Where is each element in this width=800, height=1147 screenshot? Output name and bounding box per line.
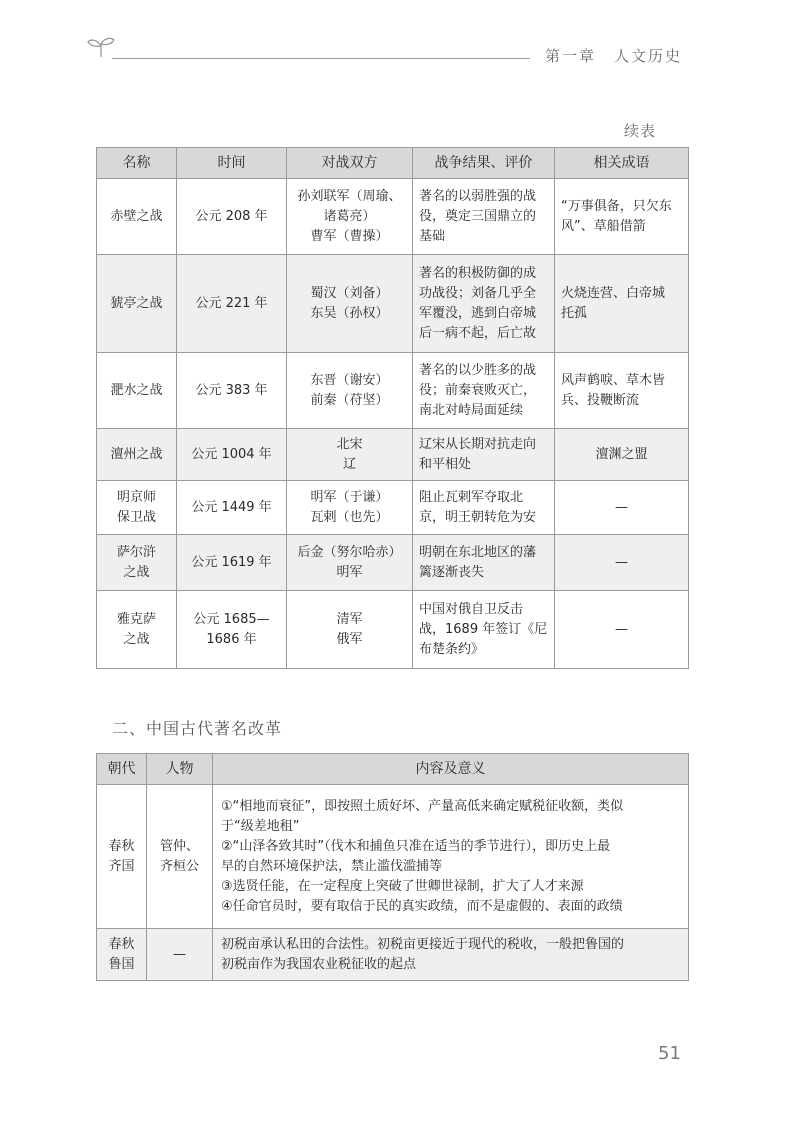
battle-sides-cell bbox=[287, 255, 413, 353]
battles-col-header: 相关成语 bbox=[555, 148, 689, 179]
cell-text-line: 雅克萨 bbox=[116, 611, 156, 627]
cell-text-line: 猇亭之战 bbox=[110, 295, 163, 311]
battle-idiom-cell bbox=[555, 481, 689, 535]
battle-name-cell bbox=[97, 429, 177, 481]
cell-text-line: 阻止瓦剌军夺取北 bbox=[419, 489, 524, 505]
cell-text-line: 蜀汉（刘备） bbox=[310, 285, 389, 301]
cell-text-line: 曹军（曹操） bbox=[310, 228, 389, 244]
cell-text-line: 火烧连营、白帝城 bbox=[561, 285, 666, 301]
battle-time-cell bbox=[177, 591, 287, 669]
battle-name-cell bbox=[97, 255, 177, 353]
battle-idiom-cell bbox=[555, 255, 689, 353]
cell-text-line: 公元 1619 年 bbox=[191, 554, 272, 570]
reforms-col-header: 内容及意义 bbox=[213, 754, 689, 785]
cell-text-line: 公元 208 年 bbox=[195, 208, 268, 224]
cell-text-line: 基础 bbox=[419, 228, 446, 244]
battles-table bbox=[96, 147, 689, 669]
battle-sides-cell bbox=[287, 591, 413, 669]
cell-text-line: 早的自然环境保护法，禁止滥伐滥捕等 bbox=[221, 858, 443, 874]
cell-text-line: 澶渊之盟 bbox=[595, 446, 648, 462]
table-row bbox=[97, 179, 689, 255]
cell-text-line: 功战役；刘备几乎全 bbox=[419, 285, 537, 301]
cell-text-line: 著名的积极防御的成 bbox=[419, 265, 537, 281]
cell-text-line: 赤壁之战 bbox=[110, 208, 163, 224]
battle-name-cell bbox=[97, 179, 177, 255]
cell-text-line: 托孤 bbox=[561, 305, 588, 321]
reform-dynasty-cell bbox=[97, 785, 147, 929]
battle-result-cell bbox=[413, 591, 555, 669]
cell-text-line: 兵、投鞭断流 bbox=[561, 392, 640, 408]
cell-text-line: 公元 383 年 bbox=[195, 382, 268, 398]
table-row bbox=[97, 429, 689, 481]
reforms-col-header: 朝代 bbox=[97, 754, 147, 785]
battles-col-header: 对战双方 bbox=[287, 148, 413, 179]
cell-text-line: 役，奠定三国鼎立的 bbox=[419, 208, 537, 224]
cell-text-line: 北宋 bbox=[336, 436, 363, 452]
cell-text-line: — bbox=[615, 621, 628, 637]
cell-text-line: 明京师 bbox=[116, 489, 156, 505]
table-row bbox=[97, 535, 689, 591]
battle-sides-cell bbox=[287, 535, 413, 591]
battles-col-header: 名称 bbox=[97, 148, 177, 179]
cell-text-line: 明朝在东北地区的藩 bbox=[419, 544, 537, 560]
cell-text-line: 俄军 bbox=[336, 631, 363, 647]
cell-text-line: 之战 bbox=[123, 564, 150, 580]
battle-name-cell bbox=[97, 353, 177, 429]
header-rule bbox=[112, 58, 530, 59]
chapter-title: 人文历史 bbox=[614, 47, 683, 65]
cell-text-line: 淝水之战 bbox=[110, 382, 163, 398]
cell-text-line: 春秋 bbox=[108, 936, 135, 952]
cell-text-line: 孙刘联军（周瑜、 bbox=[297, 188, 402, 204]
battle-idiom-cell bbox=[555, 535, 689, 591]
battle-result-cell bbox=[413, 481, 555, 535]
cell-text-line: 明军 bbox=[336, 564, 363, 580]
cell-text-line: — bbox=[615, 554, 628, 570]
continued-label: 续表 bbox=[624, 122, 657, 140]
reform-content-cell bbox=[213, 785, 689, 929]
cell-text-line: 布楚条约》 bbox=[419, 641, 485, 657]
battle-sides-cell bbox=[287, 429, 413, 481]
cell-text-line: 诸葛亮） bbox=[323, 208, 376, 224]
cell-text-line: 南北对峙局面延续 bbox=[419, 402, 524, 418]
page-number: 51 bbox=[658, 1043, 681, 1064]
cell-text-line: 前秦（苻坚） bbox=[310, 392, 389, 408]
battle-time-cell bbox=[177, 353, 287, 429]
cell-text-line: 篱逐渐丧失 bbox=[419, 564, 485, 580]
cell-text-line: ①“相地而衰征”，即按照土质好坏、产量高低来确定赋税征收额，类似 bbox=[221, 798, 624, 814]
cell-text-line: 风声鹤唳、草木皆 bbox=[561, 372, 666, 388]
battle-result-cell bbox=[413, 535, 555, 591]
cell-text-line: 和平相处 bbox=[419, 456, 472, 472]
battle-idiom-cell bbox=[555, 591, 689, 669]
cell-text-line: 明军（于谦） bbox=[310, 489, 389, 505]
table-header-row bbox=[97, 148, 689, 179]
cell-text-line: ③选贤任能，在一定程度上突破了世卿世禄制，扩大了人才来源 bbox=[221, 878, 584, 894]
battle-result-cell bbox=[413, 429, 555, 481]
battles-body bbox=[97, 179, 689, 669]
cell-text-line: 中国对俄自卫反击 bbox=[419, 601, 524, 617]
table-header-row bbox=[97, 754, 689, 785]
cell-text-line: 京，明王朝转危为安 bbox=[419, 509, 537, 525]
battle-sides-cell bbox=[287, 353, 413, 429]
battle-name-cell bbox=[97, 481, 177, 535]
cell-text-line: — bbox=[615, 499, 628, 515]
chapter-number: 第一章 bbox=[545, 47, 597, 65]
cell-text-line: 军覆没，逃到白帝城 bbox=[419, 305, 537, 321]
table-row bbox=[97, 591, 689, 669]
cell-text-line: 鲁国 bbox=[108, 956, 135, 972]
cell-text-line: 管仲、 bbox=[159, 838, 199, 854]
battle-result-cell bbox=[413, 179, 555, 255]
table-row bbox=[97, 353, 689, 429]
cell-text-line: 齐桓公 bbox=[159, 858, 199, 874]
cell-text-line: ②“山泽各致其时”（伐木和捕鱼只准在适当的季节进行），即历史上最 bbox=[221, 838, 611, 854]
reform-person-cell bbox=[147, 785, 213, 929]
page-header bbox=[0, 0, 800, 80]
cell-text-line: 辽宋从长期对抗走向 bbox=[419, 436, 537, 452]
cell-text-line: 保卫战 bbox=[116, 509, 156, 525]
battle-time-cell bbox=[177, 255, 287, 353]
reforms-body bbox=[97, 785, 689, 981]
cell-text-line: 役；前秦衰败灭亡， bbox=[419, 382, 537, 398]
chapter-heading bbox=[545, 45, 682, 66]
cell-text-line: 春秋 bbox=[108, 838, 135, 854]
cell-text-line: 公元 1449 年 bbox=[191, 499, 272, 515]
battle-name-cell bbox=[97, 591, 177, 669]
cell-text-line: 之战 bbox=[123, 631, 150, 647]
reforms-col-header: 人物 bbox=[147, 754, 213, 785]
cell-text-line: 萨尔浒 bbox=[116, 544, 156, 560]
sprout-icon bbox=[86, 36, 116, 58]
cell-text-line: 初税亩作为我国农业税征收的起点 bbox=[221, 956, 417, 972]
battle-sides-cell bbox=[287, 179, 413, 255]
table-row bbox=[97, 929, 689, 981]
cell-text-line: 公元 221 年 bbox=[195, 295, 268, 311]
cell-text-line: 后金（努尔哈赤） bbox=[297, 544, 402, 560]
reform-dynasty-cell bbox=[97, 929, 147, 981]
cell-text-line: 初税亩承认私田的合法性。初税亩更接近于现代的税收，一般把鲁国的 bbox=[221, 936, 625, 952]
cell-text-line: 风”、草船借箭 bbox=[561, 218, 646, 234]
cell-text-line: 澶州之战 bbox=[110, 446, 163, 462]
cell-text-line: 东晋（谢安） bbox=[310, 372, 389, 388]
battle-idiom-cell bbox=[555, 353, 689, 429]
battle-result-cell bbox=[413, 353, 555, 429]
battles-col-header: 战争结果、评价 bbox=[413, 148, 555, 179]
cell-text-line: 辽 bbox=[342, 456, 356, 472]
battle-time-cell bbox=[177, 429, 287, 481]
reform-person-cell bbox=[147, 929, 213, 981]
cell-text-line: 著名的以弱胜强的战 bbox=[419, 188, 537, 204]
cell-text-line: 于“级差地租” bbox=[221, 818, 300, 834]
table-row bbox=[97, 255, 689, 353]
battle-time-cell bbox=[177, 481, 287, 535]
battle-idiom-cell bbox=[555, 429, 689, 481]
battle-time-cell bbox=[177, 179, 287, 255]
cell-text-line: — bbox=[173, 946, 186, 962]
battle-sides-cell bbox=[287, 481, 413, 535]
battle-idiom-cell bbox=[555, 179, 689, 255]
cell-text-line: “万事俱备，只欠东 bbox=[561, 198, 672, 214]
cell-text-line: 1686 年 bbox=[206, 631, 257, 647]
battles-col-header: 时间 bbox=[177, 148, 287, 179]
cell-text-line: 齐国 bbox=[108, 858, 135, 874]
cell-text-line: 清军 bbox=[336, 611, 363, 627]
cell-text-line: 著名的以少胜多的战 bbox=[419, 362, 537, 378]
battle-time-cell bbox=[177, 535, 287, 591]
cell-text-line: 公元 1004 年 bbox=[191, 446, 272, 462]
cell-text-line: 东吴（孙权） bbox=[310, 305, 389, 321]
table-row bbox=[97, 785, 689, 929]
cell-text-line: 公元 1685— bbox=[193, 611, 270, 627]
cell-text-line: 战，1689 年签订《尼 bbox=[419, 621, 548, 637]
section-title: 二、中国古代著名改革 bbox=[112, 719, 283, 738]
reforms-table bbox=[96, 753, 689, 981]
cell-text-line: 后一病不起，后亡故 bbox=[419, 325, 537, 341]
table-row bbox=[97, 481, 689, 535]
battle-name-cell bbox=[97, 535, 177, 591]
cell-text-line: 瓦剌（也先） bbox=[310, 509, 389, 525]
cell-text-line: ④任命官员时，要有取信于民的真实政绩，而不是虚假的、表面的政绩 bbox=[221, 898, 623, 914]
battle-result-cell bbox=[413, 255, 555, 353]
reform-content-cell bbox=[213, 929, 689, 981]
